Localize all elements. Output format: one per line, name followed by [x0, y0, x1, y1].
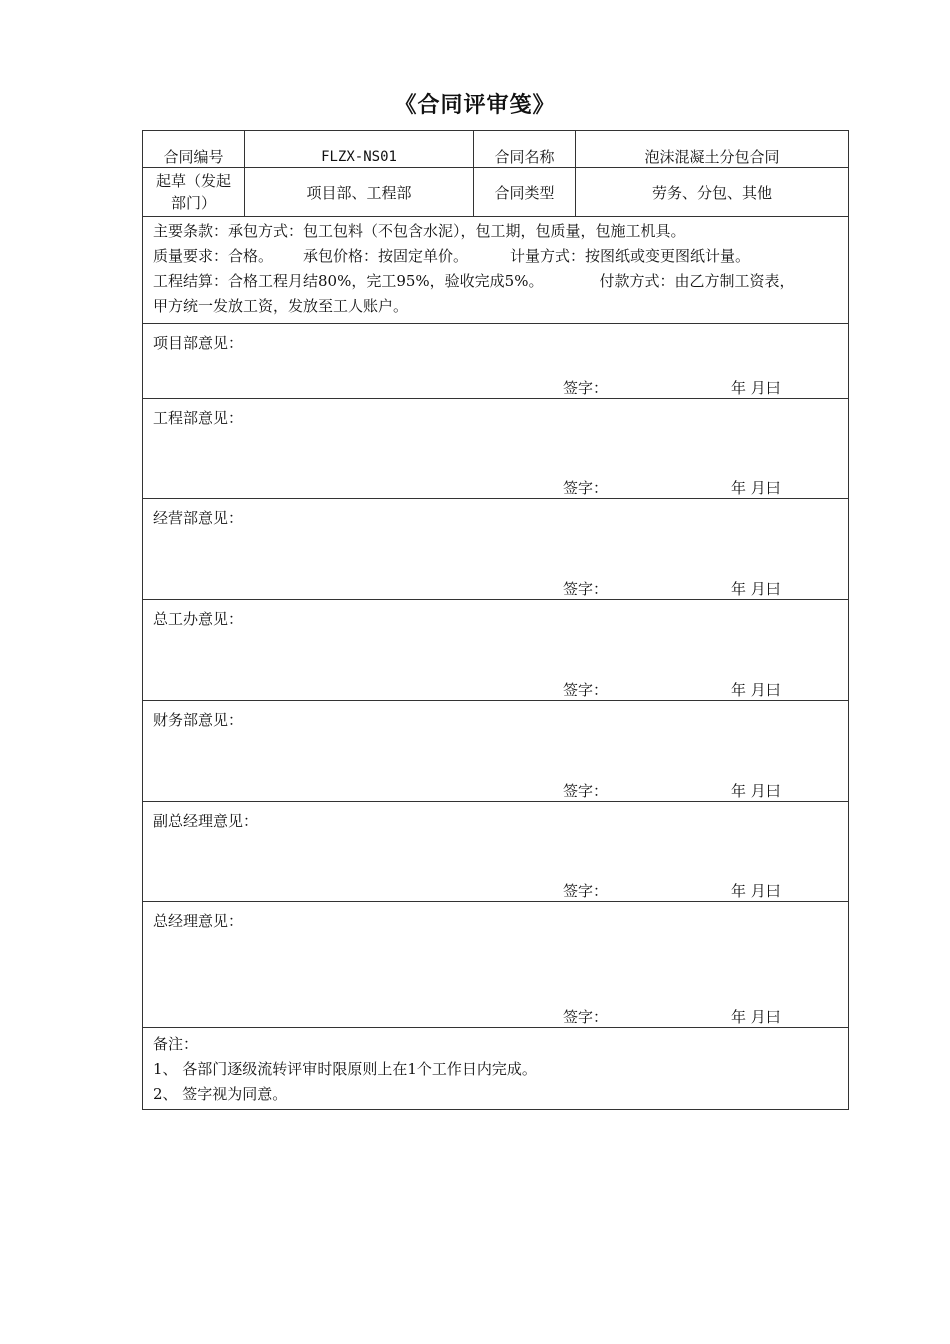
payment-method: 付款方式：由乙方制工资表， [599, 272, 795, 290]
contract-type-label-cell [474, 168, 576, 217]
opinion-label: 项目部意见： [153, 334, 244, 352]
contract-no-cell [245, 131, 474, 168]
notes-row [143, 1028, 849, 1110]
terms-cell [143, 217, 849, 324]
signature-label: 签字： [563, 1008, 609, 1026]
date-label: 年 月曰 [731, 479, 781, 497]
signature-label: 签字： [563, 479, 609, 497]
opinion-label: 副总经理意见： [153, 812, 259, 830]
signature-label: 签字： [563, 580, 609, 598]
contract-type-value: 劳务、分包、其他 [651, 183, 772, 202]
terms-main: 主要条款：承包方式：包工包料（不包含水泥），包工期，包质量，包施工机具。 [153, 222, 686, 240]
contract-no-label: 合同编号 [163, 148, 224, 166]
notes-item-1: 1、 各部门逐级流转评审时限原则上在1个工作日内完成。 [153, 1060, 537, 1078]
notes-item-2: 2、 签字视为同意。 [153, 1085, 288, 1103]
contract-type-cell [576, 168, 849, 217]
engineering-dept-opinion [143, 399, 849, 499]
header-row-1 [143, 131, 849, 168]
date-label: 年 月曰 [731, 782, 781, 800]
drafter-label-cell [143, 168, 245, 217]
signature-label: 签字： [563, 882, 609, 900]
terms-line-4: 甲方统一发放工资，发放至工人账户。 [153, 297, 409, 315]
business-dept-opinion [143, 499, 849, 600]
terms-line-2 [153, 244, 838, 269]
date-label: 年 月曰 [731, 580, 781, 598]
settlement-terms: 工程结算：合格工程月结80%，完工95%，验收完成5%。 [153, 272, 544, 290]
opinion-row [143, 802, 849, 902]
drafter-label: 起草（发起部门） [155, 172, 231, 212]
project-dept-opinion [143, 324, 849, 399]
contract-name-label-cell [474, 131, 576, 168]
header-row-2 [143, 168, 849, 217]
deputy-gm-opinion [143, 802, 849, 902]
opinion-label: 经营部意见： [153, 509, 244, 527]
opinion-row [143, 499, 849, 600]
contract-name-label: 合同名称 [494, 148, 555, 166]
gm-opinion [143, 902, 849, 1028]
document-title: 《合同评审笺》 [394, 93, 556, 118]
opinion-label: 工程部意见： [153, 409, 244, 427]
measurement-method: 计量方式：按图纸或变更图纸计量。 [510, 247, 751, 265]
signature-label: 签字： [563, 782, 609, 800]
opinion-label: 财务部意见： [153, 711, 244, 729]
opinion-label: 总工办意见： [153, 610, 244, 628]
chief-engineer-office-opinion [143, 600, 849, 701]
contract-type-label: 合同类型 [494, 183, 555, 202]
drafter-value: 项目部、工程部 [306, 183, 412, 202]
contract-name-value: 泡沫混凝土分包合同 [644, 148, 780, 166]
signature-label: 签字： [563, 379, 609, 397]
contract-no-value: FLZX-NS01 [321, 149, 397, 165]
terms-line-3 [153, 269, 838, 294]
quality-requirement: 质量要求：合格。 [153, 247, 274, 265]
contract-name-cell [576, 131, 849, 168]
terms-row [143, 217, 849, 324]
opinion-label: 总经理意见： [153, 912, 244, 930]
date-label: 年 月曰 [731, 1008, 781, 1026]
signature-label: 签字： [563, 681, 609, 699]
opinion-row [143, 399, 849, 499]
notes-title: 备注： [153, 1035, 199, 1053]
date-label: 年 月曰 [731, 379, 781, 397]
contract-no-label-cell [143, 131, 245, 168]
opinion-row [143, 902, 849, 1028]
notes-cell [143, 1028, 849, 1110]
contract-price: 承包价格：按固定单价。 [303, 247, 469, 265]
finance-dept-opinion [143, 701, 849, 802]
contract-review-form [142, 130, 849, 1110]
opinion-row [143, 600, 849, 701]
drafter-cell [245, 168, 474, 217]
date-label: 年 月曰 [731, 882, 781, 900]
date-label: 年 月曰 [731, 681, 781, 699]
opinion-row [143, 324, 849, 399]
opinion-row [143, 701, 849, 802]
